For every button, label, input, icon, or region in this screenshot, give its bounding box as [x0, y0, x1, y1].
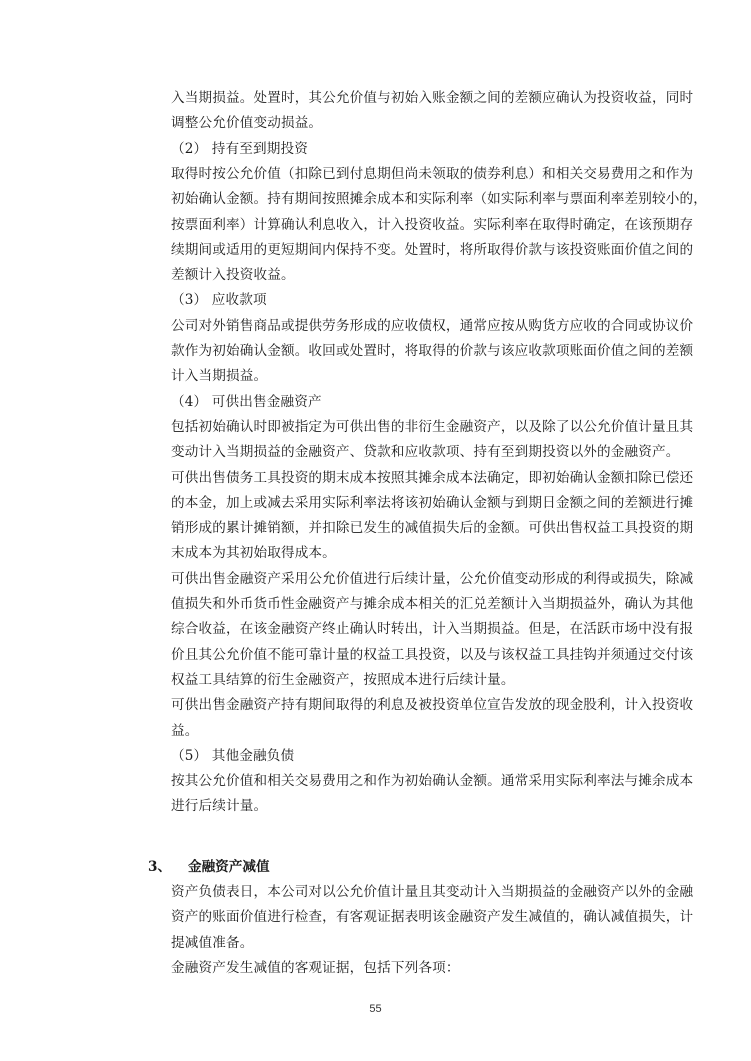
paragraph-line: 价且其公允价值不能可靠计量的权益工具投资，以及与该权益工具挂钩并须通过交付该 [171, 646, 694, 663]
subsection-heading: （2） 持有至到期投资 [171, 140, 308, 157]
paragraph-line: 进行后续计量。 [171, 798, 268, 815]
paragraph-line: 的本金，加上或减去采用实际利率法将该初始确认金额与到期日金额之间的差额进行摊 [171, 494, 694, 511]
paragraph-line: 权益工具结算的衍生金融资产，按照成本进行后续计量。 [171, 671, 515, 688]
page-number: 55 [369, 1003, 382, 1015]
paragraph-line: 包括初始确认时即被指定为可供出售的非衍生金融资产，以及除了以公允价值计量且其 [171, 418, 694, 435]
subsection-heading: （5） 其他金融负债 [171, 747, 295, 764]
paragraph-line: 变动计入当期损益的金融资产、贷款和应收款项、持有至到期投资以外的金融资产。 [171, 444, 680, 461]
paragraph-line: 销形成的累计摊销额，并扣除已发生的减值损失后的金额。可供出售权益工具投资的期 [171, 520, 694, 537]
paragraph-line: 提减值准备。 [171, 934, 254, 951]
paragraph-line: 益。 [171, 722, 199, 739]
paragraph-line: 初始确认金额。持有期间按照摊余成本和实际利率（如实际利率与票面利率差别较小的， [171, 191, 708, 208]
paragraph-line: 调整公允价值变动损益。 [171, 115, 323, 132]
subsection-heading: （4） 可供出售金融资产 [171, 393, 322, 410]
section-heading [148, 857, 270, 877]
paragraph-line: 按其公允价值和相关交易费用之和作为初始确认金额。通常采用实际利率法与摊余成本 [171, 773, 694, 790]
section-title: 金融资产减值 [188, 859, 270, 875]
paragraph-line: 差额计入投资收益。 [171, 267, 295, 284]
paragraph-line: 资产负债表日，本公司对以公允价值计量且其变动计入当期损益的金融资产以外的金融 [171, 884, 694, 900]
paragraph-line: 可供出售金融资产采用公允价值进行后续计量，公允价值变动形成的利得或损失，除减 [171, 570, 694, 587]
paragraph-line: 按票面利率）计算确认利息收入，计入投资收益。实际利率在取得时确定，在该预期存 [171, 216, 694, 233]
paragraph-line: 款作为初始确认金额。收回或处置时，将取得的价款与该应收款项账面价值之间的差额 [171, 343, 694, 359]
section-number: 3、 [148, 859, 172, 875]
paragraph-line: 末成本为其初始取得成本。 [171, 545, 336, 562]
paragraph-line: 续期间或适用的更短期间内保持不变。处置时，将所取得价款与该投资账面价值之间的 [171, 241, 694, 258]
subsection-heading: （3） 应收款项 [171, 292, 267, 309]
paragraph-line: 取得时按公允价值（扣除已到付息期但尚未领取的债券利息）和相关交易费用之和作为 [171, 165, 694, 182]
paragraph-line: 可供出售金融资产持有期间取得的利息及被投资单位宣告发放的现金股利，计入投资收 [171, 697, 694, 714]
paragraph-line: 值损失和外币货币性金融资产与摊余成本相关的汇兑差额计入当期损益外，确认为其他 [171, 596, 694, 612]
paragraph-line: 金融资产发生减值的客观证据，包括下列各项： [171, 959, 460, 976]
paragraph-line: 资产的账面价值进行检查，有客观证据表明该金融资产发生减值的，确认减值损失，计 [171, 909, 694, 926]
paragraph-line: 计入当期损益。 [171, 368, 268, 385]
paragraph-line: 入当期损益。处置时，其公允价值与初始入账金额之间的差额应确认为投资收益，同时 [171, 90, 694, 106]
paragraph-line: 综合收益，在该金融资产终止确认时转出，计入当期损益。但是，在活跃市场中没有报 [171, 621, 694, 638]
paragraph-line: 公司对外销售商品或提供劳务形成的应收债权，通常应按从购货方应收的合同或协议价 [171, 317, 694, 334]
paragraph-line: 可供出售债务工具投资的期末成本按照其摊余成本法确定，即初始确认金额扣除已偿还 [171, 469, 694, 486]
